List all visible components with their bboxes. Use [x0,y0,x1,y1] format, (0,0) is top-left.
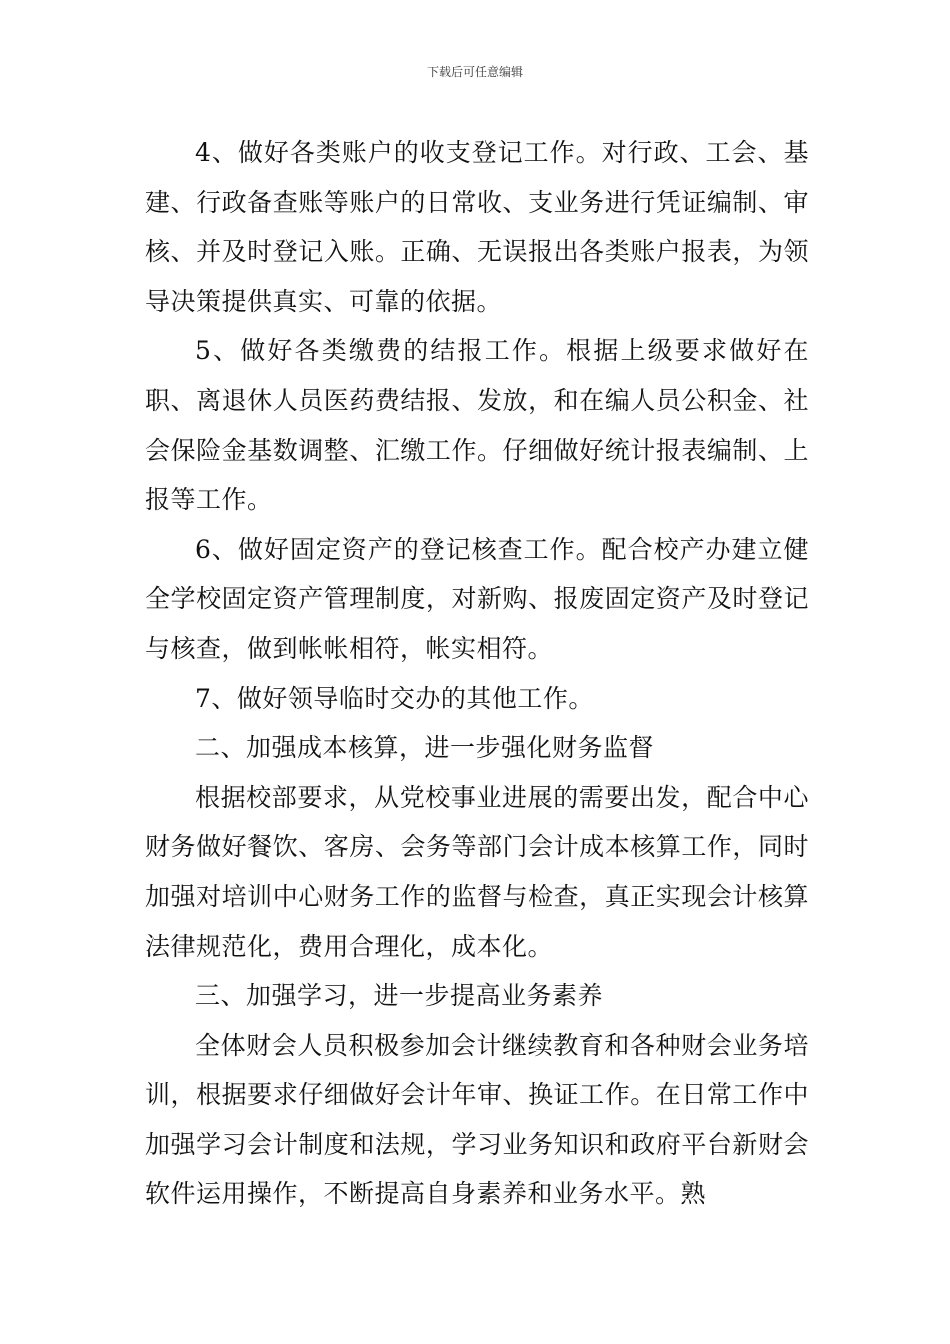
paragraph-cost-accounting: 根据校部要求，从党校事业进展的需要出发，配合中心财务做好餐饮、客房、会务等部门会计成本核算工作，同时加强对培训中心财务工作的监督与检查，真正实现会计核算法律规范化，费用合理化，成本化。 [145,782,809,961]
section-heading-cost-accounting: 二、加强成本核算，进一步强化财务监督 [195,733,655,763]
paragraph-item-4-accounts: 4、做好各类账户的收支登记工作。对行政、工会、基建、行政备查账等账户的日常收、支业务进行凭证编制、审核、并及时登记入账。正确、无误报出各类账户报表，为领导决策提供真实、可靠的依据。 [145,138,809,316]
paragraph-learning: 全体财会人员积极参加会计继续教育和各种财会业务培训，根据要求仔细做好会计年审、换证工作。在日常工作中加强学习会计制度和法规，学习业务知识和政府平台新财会软件运用操作，不断提高自身素养和业务水平。熟 [145,1030,809,1209]
paragraph-item-7-other-work: 7、做好领导临时交办的其他工作。 [195,683,594,713]
page-header: 下载后可任意编辑 [426,65,523,79]
document-body [145,128,809,1219]
paragraph-item-5-payments: 5、做好各类缴费的结报工作。根据上级要求做好在职、离退休人员医药费结报、发放，和在编人员公积金、社会保险金基数调整、汇缴工作。仔细做好统计报表编制、上报等工作。 [145,336,809,515]
paragraph-item-6-fixed-assets: 6、做好固定资产的登记核查工作。配合校产办建立健全学校固定资产管理制度，对新购、报废固定资产及时登记与核查，做到帐帐相符，帐实相符。 [145,534,809,663]
section-heading-learning: 三、加强学习，进一步提高业务素养 [195,981,604,1011]
